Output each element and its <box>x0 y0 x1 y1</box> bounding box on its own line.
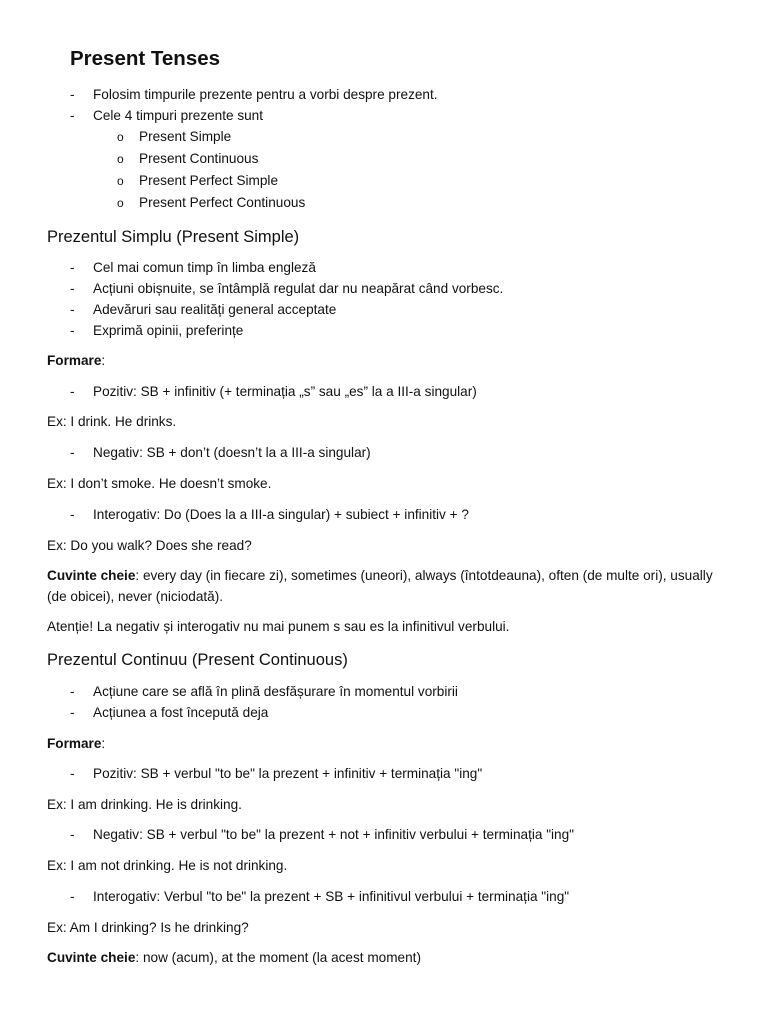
list-bullet: - <box>70 281 75 296</box>
list-item: Acțiunea a fost începută deja <box>93 705 269 720</box>
example-positive: Ex: I drink. He drinks. <box>47 414 177 429</box>
list-bullet: - <box>70 87 75 102</box>
rule-positive: Pozitiv: SB + infinitiv (+ terminația „s” sau „es” la a III-a singular) <box>93 384 477 399</box>
list-bullet: - <box>70 507 75 522</box>
example-interrogative: Ex: Am I drinking? Is he drinking? <box>47 920 249 935</box>
formare-label: Formare: <box>47 736 106 751</box>
list-bullet: - <box>70 260 75 275</box>
list-bullet: - <box>70 384 75 399</box>
formare-label: Formare: <box>47 353 106 368</box>
section-heading-present-continuous: Prezentul Continuu (Present Continuous) <box>47 651 348 669</box>
sub-bullet: o <box>117 196 124 210</box>
list-item: Acțiuni obișnuite, se întâmplă regulat dar nu neapărat când vorbesc. <box>93 281 504 296</box>
page-title: Present Tenses <box>70 47 221 70</box>
list-bullet: - <box>70 302 75 317</box>
sub-bullet: o <box>117 174 124 188</box>
list-item: Acțiune care se află în plină desfășurare în momentul vorbirii <box>93 684 458 699</box>
list-bullet: - <box>70 827 75 842</box>
list-item: Cele 4 timpuri prezente sunt <box>93 108 264 123</box>
list-bullet: - <box>70 684 75 699</box>
list-bullet: - <box>70 323 75 338</box>
example-interrogative: Ex: Do you walk? Does she read? <box>47 538 252 553</box>
list-bullet: - <box>70 766 75 781</box>
note-paragraph: Atenție! La negativ și interogativ nu mai punem s sau es la infinitivul verbului. <box>47 619 510 634</box>
sub-list-item: Present Simple <box>139 129 232 144</box>
keywords-paragraph: Cuvinte cheie: now (acum), at the moment (la acest moment) <box>47 950 421 965</box>
list-bullet: - <box>70 889 75 904</box>
section-heading-present-simple: Prezentul Simplu (Present Simple) <box>47 228 300 246</box>
rule-negative: Negativ: SB + don’t (doesn’t la a III-a singular) <box>93 445 371 460</box>
rule-interrogative: Interogativ: Do (Does la a III-a singular) + subiect + infinitiv + ? <box>93 507 469 522</box>
example-positive: Ex: I am drinking. He is drinking. <box>47 797 242 812</box>
sub-bullet: o <box>117 152 124 166</box>
example-negative: Ex: I am not drinking. He is not drinking. <box>47 858 288 873</box>
rule-positive: Pozitiv: SB + verbul "to be" la prezent + infinitiv + terminația "ing" <box>93 766 483 781</box>
list-item: Cel mai comun timp în limba engleză <box>93 260 316 275</box>
example-negative: Ex: I don’t smoke. He doesn’t smoke. <box>47 476 272 491</box>
list-item: Adevăruri sau realități general acceptate <box>93 302 337 317</box>
rule-negative: Negativ: SB + verbul "to be" la prezent + not + infinitiv verbului + terminația "ing" <box>93 827 574 842</box>
list-bullet: - <box>70 705 75 720</box>
list-bullet: - <box>70 108 75 123</box>
sub-bullet: o <box>117 130 124 144</box>
sub-list-item: Present Perfect Simple <box>139 173 279 188</box>
list-item: Folosim timpurile prezente pentru a vorbi despre prezent. <box>93 87 438 102</box>
list-item: Exprimă opinii, preferințe <box>93 323 244 338</box>
sub-list-item: Present Continuous <box>139 151 259 166</box>
keywords-paragraph: Cuvinte cheie: every day (in fiecare zi), sometimes (uneori), always (întotdeauna), often (de multe ori), usually (de obicei), never (niciodată). <box>47 568 713 604</box>
sub-list-item: Present Perfect Continuous <box>139 195 306 210</box>
list-bullet: - <box>70 445 75 460</box>
rule-interrogative: Interogativ: Verbul "to be" la prezent + SB + infinitivul verbului + terminația "ing" <box>93 889 570 904</box>
